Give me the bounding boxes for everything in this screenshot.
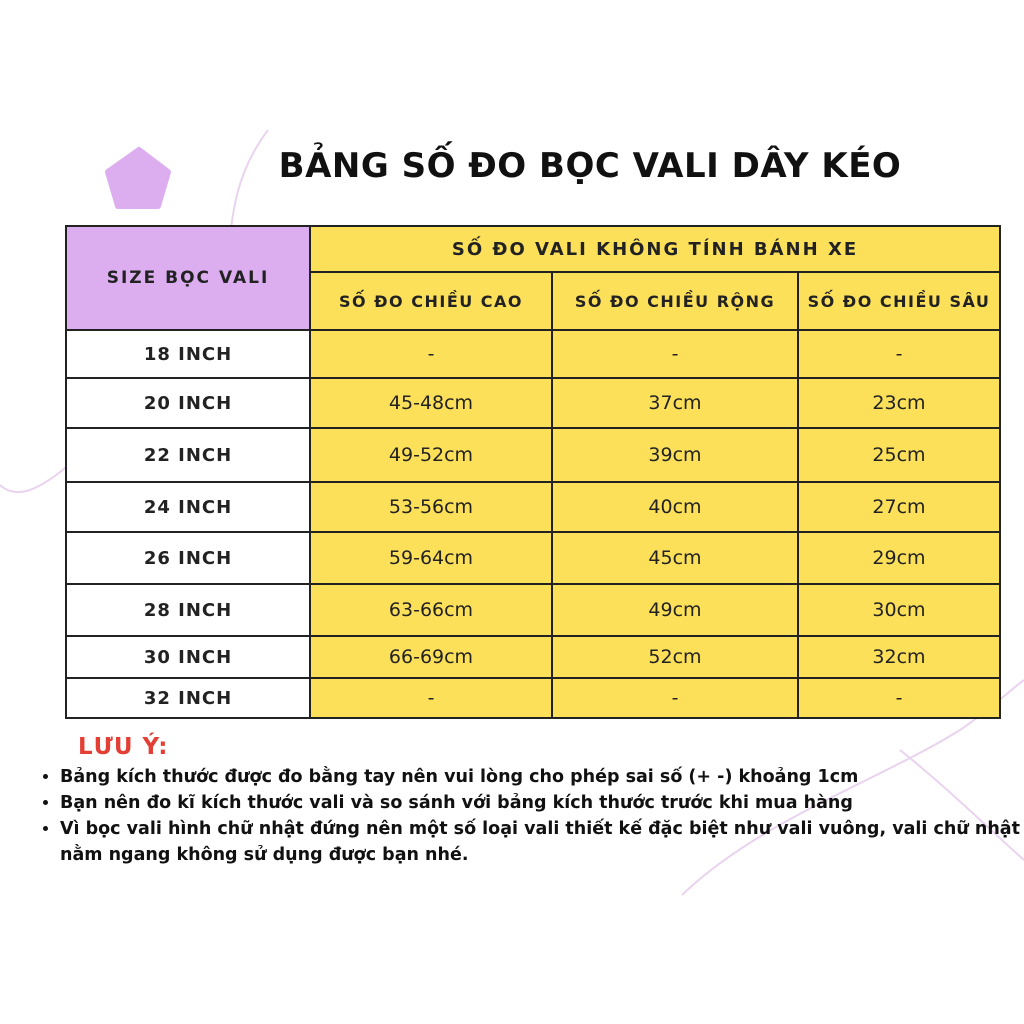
width-cell: 52cm [552,636,798,678]
notes-title: LƯU Ý: [78,734,169,760]
list-item: • Vì bọc vali hình chữ nhật đứng nên một số loại vali thiết kế đặc biệt như vali vuông, vali chữ nhật nằm ngang không sử dụng được bạn nhé. [60,816,1024,868]
depth-cell: 23cm [798,378,1000,428]
list-item: • Bạn nên đo kĩ kích thước vali và so sánh với bảng kích thước trước khi mua hàng [60,790,1024,816]
corner-header: SIZE BỌC VALI [66,226,310,330]
height-cell: 45-48cm [310,378,552,428]
width-cell: - [552,678,798,718]
table-row [66,428,1000,482]
height-cell: 63-66cm [310,584,552,636]
size-cell: 22 INCH [66,428,310,482]
depth-cell: 32cm [798,636,1000,678]
depth-cell: - [798,330,1000,378]
table-header-row [66,226,1000,272]
table-row [66,584,1000,636]
depth-cell: 29cm [798,532,1000,584]
size-cell: 32 INCH [66,678,310,718]
table-row [66,532,1000,584]
column-header-height: SỐ ĐO CHIỀU CAO [310,272,552,330]
table-row [66,378,1000,428]
size-table [65,225,1001,719]
page-title: BẢNG SỐ ĐO BỌC VALI DÂY KÉO [278,146,902,186]
notes-list [34,764,1024,868]
height-cell: - [310,678,552,718]
pentagon-icon [108,150,168,206]
depth-cell: 27cm [798,482,1000,532]
width-cell: 49cm [552,584,798,636]
column-header-width: SỐ ĐO CHIỀU RỘNG [552,272,798,330]
height-cell: 59-64cm [310,532,552,584]
table-row [66,636,1000,678]
depth-cell: 25cm [798,428,1000,482]
table-row [66,330,1000,378]
size-cell: 26 INCH [66,532,310,584]
width-cell: - [552,330,798,378]
height-cell: 49-52cm [310,428,552,482]
width-cell: 45cm [552,532,798,584]
height-cell: 66-69cm [310,636,552,678]
group-header: SỐ ĐO VALI KHÔNG TÍNH BÁNH XE [310,226,1000,272]
size-cell: 30 INCH [66,636,310,678]
height-cell: - [310,330,552,378]
table-row [66,678,1000,718]
depth-cell: 30cm [798,584,1000,636]
size-cell: 20 INCH [66,378,310,428]
column-header-depth: SỐ ĐO CHIỀU SÂU [798,272,1000,330]
width-cell: 37cm [552,378,798,428]
width-cell: 40cm [552,482,798,532]
size-cell: 24 INCH [66,482,310,532]
table-row [66,482,1000,532]
width-cell: 39cm [552,428,798,482]
depth-cell: - [798,678,1000,718]
list-item: • Bảng kích thước được đo bằng tay nên vui lòng cho phép sai số (+ -) khoảng 1cm [60,764,1024,790]
height-cell: 53-56cm [310,482,552,532]
size-cell: 28 INCH [66,584,310,636]
size-cell: 18 INCH [66,330,310,378]
